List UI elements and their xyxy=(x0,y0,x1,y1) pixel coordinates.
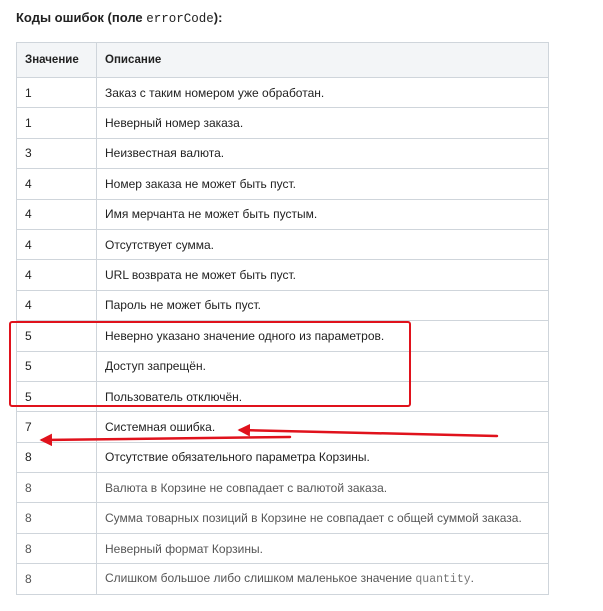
description-text: Слишком большое либо слишком маленькое значение xyxy=(105,571,416,586)
cell-description: Пароль не может быть пуст. xyxy=(97,290,549,320)
cell-value: 5 xyxy=(17,321,97,351)
table-row xyxy=(17,199,549,229)
table-row xyxy=(17,351,549,381)
table-row xyxy=(17,321,549,351)
cell-description: Отсутствует сумма. xyxy=(97,229,549,259)
cell-value: 4 xyxy=(17,169,97,199)
cell-description: Имя мерчанта не может быть пустым. xyxy=(97,199,549,229)
table-row xyxy=(17,108,549,138)
cell-description: Отсутствие обязательного параметра Корзины. xyxy=(97,442,549,472)
cell-value: 8 xyxy=(17,533,97,563)
table-row xyxy=(17,78,549,108)
heading-prefix: Коды ошибок (поле xyxy=(16,10,147,25)
cell-value: 4 xyxy=(17,290,97,320)
heading-code: errorCode xyxy=(146,12,214,26)
description-suffix: . xyxy=(470,571,474,586)
cell-description: Неверный номер заказа. xyxy=(97,108,549,138)
table-row xyxy=(17,260,549,290)
table-header-row xyxy=(17,43,549,78)
cell-value: 5 xyxy=(17,381,97,411)
column-header-value: Значение xyxy=(17,43,97,78)
cell-value: 1 xyxy=(17,78,97,108)
table-row xyxy=(17,473,549,503)
cell-value: 4 xyxy=(17,199,97,229)
cell-value: 8 xyxy=(17,503,97,533)
section-heading xyxy=(16,10,222,26)
cell-description: Неверно указано значение одного из параметров. xyxy=(97,321,549,351)
cell-description xyxy=(97,564,549,594)
cell-description: Неизвестная валюта. xyxy=(97,138,549,168)
cell-description: Пользователь отключён. xyxy=(97,381,549,411)
cell-value: 4 xyxy=(17,229,97,259)
cell-description: Номер заказа не может быть пуст. xyxy=(97,169,549,199)
cell-value: 7 xyxy=(17,412,97,442)
table-row xyxy=(17,412,549,442)
column-header-description: Описание xyxy=(97,43,549,78)
table-row xyxy=(17,564,549,594)
cell-value: 1 xyxy=(17,108,97,138)
cell-description: Доступ запрещён. xyxy=(97,351,549,381)
cell-value: 4 xyxy=(17,260,97,290)
cell-value: 5 xyxy=(17,351,97,381)
inline-code: quantity xyxy=(415,573,471,587)
table-row xyxy=(17,503,549,533)
table-row xyxy=(17,290,549,320)
table-row xyxy=(17,169,549,199)
cell-description: Неверный формат Корзины. xyxy=(97,533,549,563)
heading-suffix: ): xyxy=(213,10,223,25)
cell-description: Заказ с таким номером уже обработан. xyxy=(97,78,549,108)
table-row xyxy=(17,442,549,472)
cell-description: Системная ошибка. xyxy=(97,412,549,442)
cell-value: 8 xyxy=(17,564,97,594)
cell-value: 8 xyxy=(17,442,97,472)
cell-description: URL возврата не может быть пуст. xyxy=(97,260,549,290)
cell-value: 8 xyxy=(17,473,97,503)
table-row xyxy=(17,138,549,168)
cell-value: 3 xyxy=(17,138,97,168)
cell-description: Сумма товарных позиций в Корзине не совпадает с общей суммой заказа. xyxy=(97,503,549,533)
table-row xyxy=(17,381,549,411)
cell-description: Валюта в Корзине не совпадает с валютой заказа. xyxy=(97,473,549,503)
error-codes-table xyxy=(16,42,549,595)
table-row xyxy=(17,533,549,563)
table-row xyxy=(17,229,549,259)
